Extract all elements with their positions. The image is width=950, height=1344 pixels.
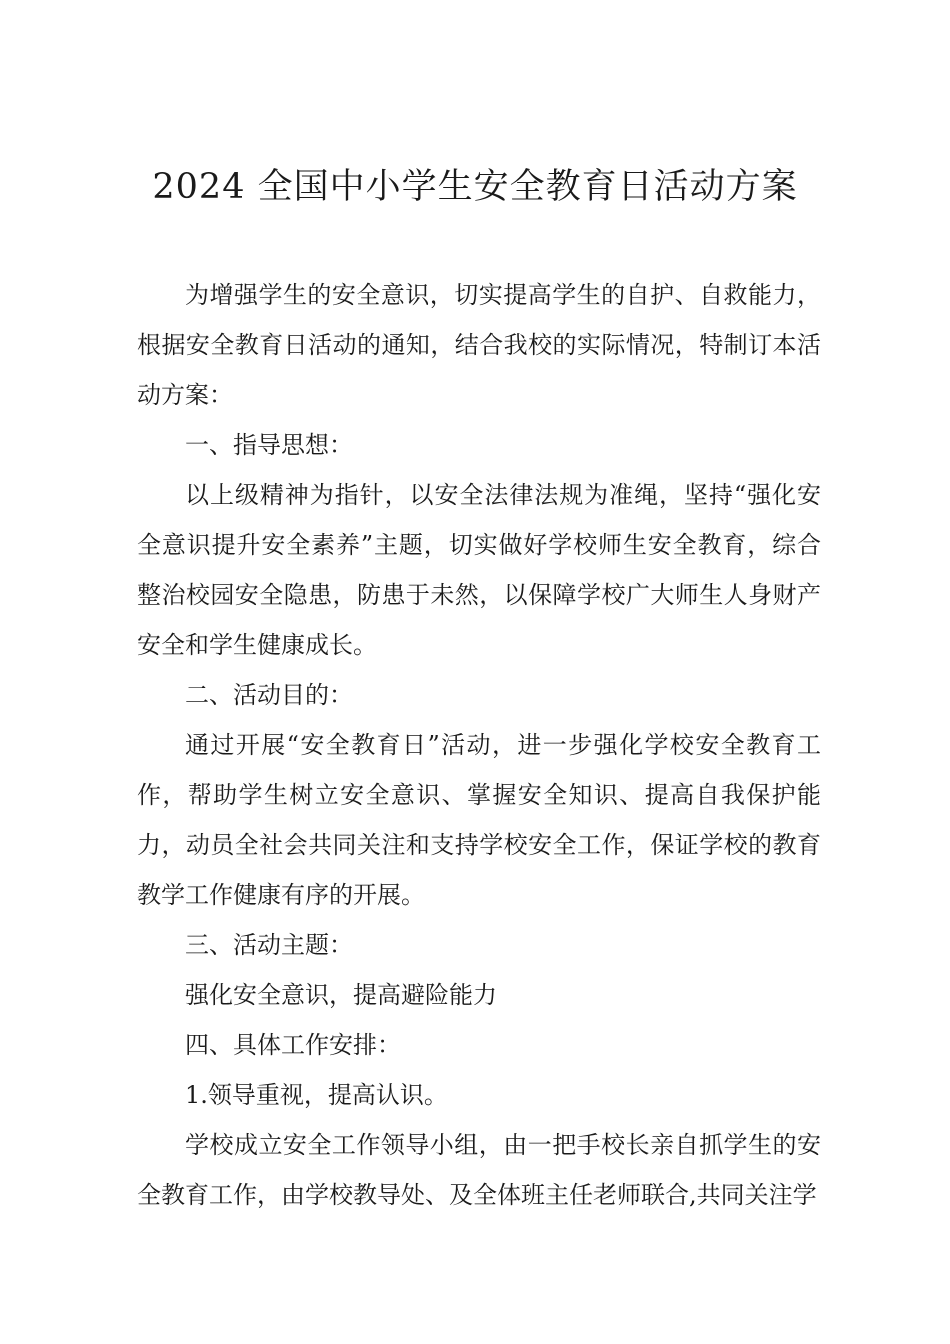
leadership-paragraph: 学校成立安全工作领导小组，由一把手校长亲自抓学生的安全教育工作，由学校教导处、及全体班主任老师联合,共同关注学	[137, 1131, 821, 1209]
section-heading-purpose: 二、活动目的：	[185, 681, 353, 709]
subheading-leadership: 1.领导重视，提高认识。	[185, 1081, 448, 1109]
section-heading-theme: 三、活动主题：	[185, 931, 353, 959]
guiding-thought-paragraph: 以上级精神为指针，以安全法律法规为准绳，坚持“强化安全意识提升安全素养”主题，切实做好学校师生安全教育，综合整治校园安全隐患，防患于未然，以保障学校广大师生人身财产安全和学生健康成长。	[137, 481, 821, 659]
purpose-paragraph: 通过开展“安全教育日”活动，进一步强化学校安全教育工作，帮助学生树立安全意识、掌握安全知识、提高自我保护能力，动员全社会共同关注和支持学校安全工作，保证学校的教育教学工作健康有序的开展。	[137, 731, 821, 909]
document-body	[137, 270, 821, 1220]
section-heading-arrangements: 四、具体工作安排：	[185, 1031, 401, 1059]
section-heading-guiding-thought: 一、指导思想：	[185, 431, 353, 459]
intro-paragraph: 为增强学生的安全意识，切实提高学生的自护、自救能力，根据安全教育日活动的通知，结合我校的实际情况，特制订本活动方案：	[137, 281, 821, 409]
document-title: 2024 全国中小学生安全教育日活动方案	[152, 167, 798, 207]
theme-paragraph: 强化安全意识，提高避险能力	[185, 981, 497, 1009]
